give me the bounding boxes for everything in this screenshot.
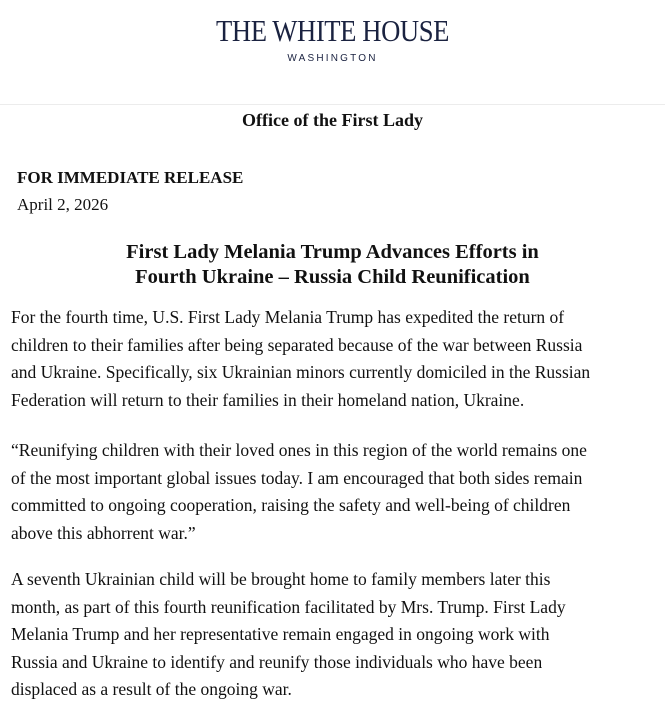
paragraph-line: and Ukraine. Specifically, six Ukrainian minors currently domiciled in the Russian — [11, 362, 591, 382]
white-house-logo-title[interactable]: THE WHITE HOUSE — [216, 13, 449, 48]
release-label: FOR IMMEDIATE RELEASE — [17, 168, 244, 187]
paragraph-line: For the fourth time, U.S. First Lady Melania Trump has expedited the return of — [11, 307, 565, 327]
headline-line: Fourth Ukraine – Russia Child Reunification — [135, 266, 530, 288]
paragraph-line: committed to ongoing cooperation, raising the safety and well-being of children — [11, 495, 571, 515]
headline-line: First Lady Melania Trump Advances Efforts in — [126, 241, 539, 263]
body-paragraph-quote — [11, 437, 661, 547]
body-paragraph-3 — [11, 566, 661, 704]
body-paragraph-1 — [11, 304, 661, 414]
paragraph-line: children to their families after being separated because of the war between Russia — [11, 334, 583, 355]
paragraph-line: Federation will return to their families in their homeland nation, Ukraine. — [11, 389, 525, 410]
masthead — [0, 0, 665, 105]
paragraph-line: month, as part of this fourth reunification facilitated by Mrs. Trump. First Lady — [11, 596, 566, 617]
paragraph-line: A seventh Ukrainian child will be brought home to family members later this — [11, 569, 551, 589]
paragraph-line: Russia and Ukraine to identify and reunify those individuals who have been — [11, 651, 543, 672]
release-date: April 2, 2026 — [17, 195, 109, 214]
paragraph-line: above this abhorrent war.” — [11, 522, 196, 543]
paragraph-line: displaced as a result of the ongoing war. — [11, 679, 292, 699]
white-house-logo-subtitle: WASHINGTON — [287, 53, 378, 64]
paragraph-line: of the most important global issues today. I am encouraged that both sides remain — [11, 467, 583, 488]
office-heading: Office of the First Lady — [242, 110, 423, 130]
press-release-headline — [0, 240, 665, 290]
paragraph-line: “Reunifying children with their loved ones in this region of the world remains one — [11, 440, 587, 460]
paragraph-line: Melania Trump and her representative remain engaged in ongoing work with — [11, 624, 550, 644]
